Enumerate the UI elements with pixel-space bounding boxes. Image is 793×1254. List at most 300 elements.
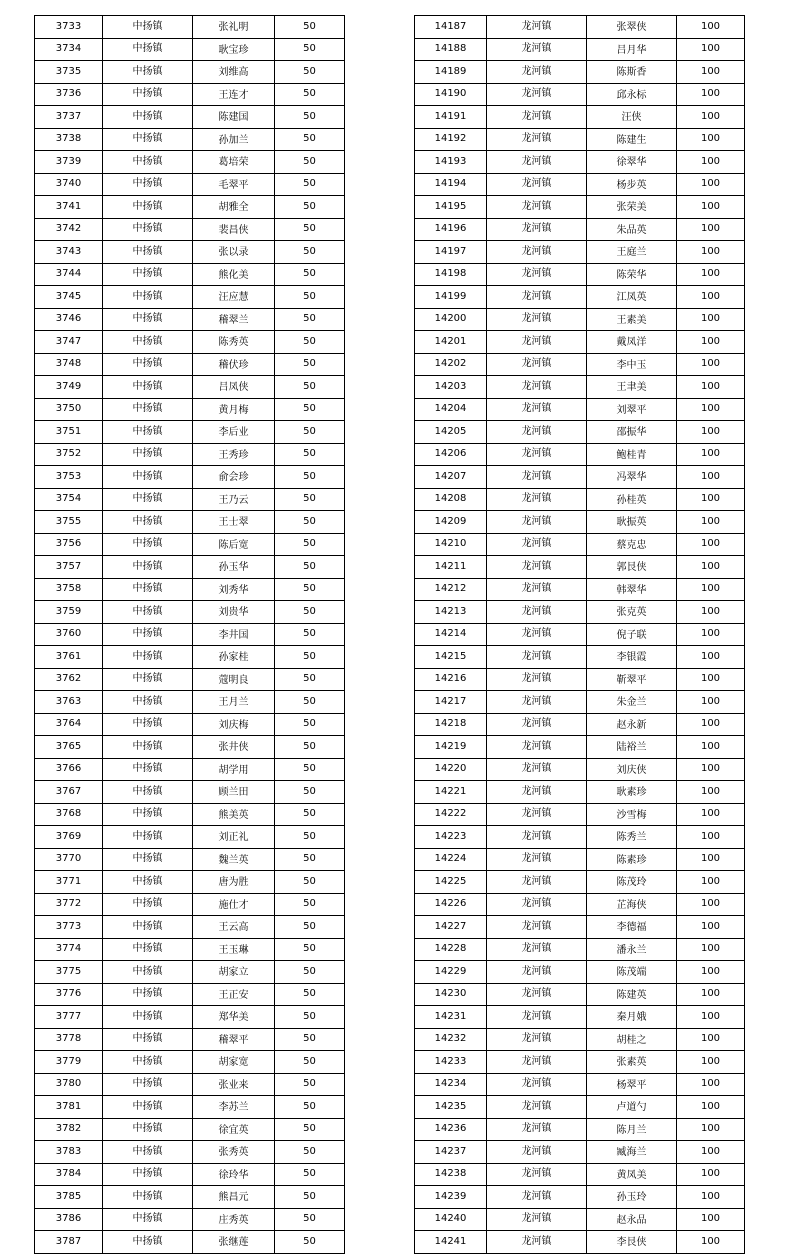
cell-amount: 50 xyxy=(275,623,345,646)
cell-amount: 50 xyxy=(275,308,345,331)
cell-amount: 100 xyxy=(677,308,745,331)
cell-town: 中扬镇 xyxy=(103,646,193,669)
cell-name: 王秀珍 xyxy=(193,443,275,466)
table-row xyxy=(35,286,345,309)
cell-id: 3749 xyxy=(35,376,103,399)
cell-name: 王庭兰 xyxy=(587,241,677,264)
table-row xyxy=(415,466,745,489)
table-row xyxy=(35,983,345,1006)
cell-name: 陆裕兰 xyxy=(587,736,677,759)
table-row xyxy=(415,691,745,714)
cell-name: 张继莲 xyxy=(193,1231,275,1254)
table-row xyxy=(415,128,745,151)
cell-town: 中扬镇 xyxy=(103,826,193,849)
cell-id: 14234 xyxy=(415,1073,487,1096)
cell-town: 龙河镇 xyxy=(487,241,587,264)
table-row xyxy=(415,308,745,331)
cell-id: 14215 xyxy=(415,646,487,669)
table-row xyxy=(415,353,745,376)
cell-id: 14237 xyxy=(415,1141,487,1164)
cell-town: 中扬镇 xyxy=(103,218,193,241)
cell-amount: 100 xyxy=(677,668,745,691)
cell-name: 孙玉华 xyxy=(193,556,275,579)
cell-amount: 100 xyxy=(677,758,745,781)
cell-name: 陈建生 xyxy=(587,128,677,151)
cell-id: 3759 xyxy=(35,601,103,624)
table-row xyxy=(35,713,345,736)
cell-name: 王正安 xyxy=(193,983,275,1006)
cell-town: 中扬镇 xyxy=(103,263,193,286)
table-row xyxy=(415,488,745,511)
cell-id: 14231 xyxy=(415,1006,487,1029)
cell-id: 14218 xyxy=(415,713,487,736)
cell-amount: 50 xyxy=(275,983,345,1006)
cell-amount: 100 xyxy=(677,556,745,579)
table-row xyxy=(415,916,745,939)
cell-amount: 50 xyxy=(275,668,345,691)
cell-id: 3779 xyxy=(35,1051,103,1074)
cell-name: 唐为胜 xyxy=(193,871,275,894)
cell-name: 裴昌侠 xyxy=(193,218,275,241)
table-row xyxy=(35,646,345,669)
cell-town: 中扬镇 xyxy=(103,713,193,736)
table-row xyxy=(35,938,345,961)
cell-amount: 100 xyxy=(677,1186,745,1209)
cell-name: 刘秀华 xyxy=(193,578,275,601)
table-row xyxy=(35,1073,345,1096)
table-row xyxy=(35,826,345,849)
cell-amount: 100 xyxy=(677,16,745,39)
cell-town: 中扬镇 xyxy=(103,38,193,61)
cell-name: 张井侠 xyxy=(193,736,275,759)
cell-amount: 50 xyxy=(275,938,345,961)
table-row xyxy=(35,736,345,759)
cell-id: 3760 xyxy=(35,623,103,646)
cell-town: 中扬镇 xyxy=(103,421,193,444)
table-row xyxy=(415,1186,745,1209)
cell-town: 龙河镇 xyxy=(487,1096,587,1119)
table-row xyxy=(35,61,345,84)
cell-name: 郑华美 xyxy=(193,1006,275,1029)
cell-id: 3769 xyxy=(35,826,103,849)
cell-amount: 100 xyxy=(677,1096,745,1119)
cell-name: 王士翠 xyxy=(193,511,275,534)
cell-amount: 100 xyxy=(677,1028,745,1051)
table-row xyxy=(35,1028,345,1051)
cell-town: 龙河镇 xyxy=(487,511,587,534)
table-row xyxy=(415,826,745,849)
table-row xyxy=(35,556,345,579)
cell-town: 中扬镇 xyxy=(103,1231,193,1254)
cell-town: 龙河镇 xyxy=(487,196,587,219)
cell-name: 杨翠平 xyxy=(587,1073,677,1096)
table-row xyxy=(35,173,345,196)
cell-name: 汪侠 xyxy=(587,106,677,129)
table-row xyxy=(415,781,745,804)
cell-id: 14228 xyxy=(415,938,487,961)
cell-town: 中扬镇 xyxy=(103,556,193,579)
cell-name: 李德福 xyxy=(587,916,677,939)
cell-town: 中扬镇 xyxy=(103,668,193,691)
cell-amount: 50 xyxy=(275,871,345,894)
cell-name: 刘翠平 xyxy=(587,398,677,421)
cell-id: 14199 xyxy=(415,286,487,309)
cell-name: 葛培荣 xyxy=(193,151,275,174)
cell-name: 李艮侠 xyxy=(587,1231,677,1254)
cell-name: 张以录 xyxy=(193,241,275,264)
cell-id: 3785 xyxy=(35,1186,103,1209)
cell-id: 3763 xyxy=(35,691,103,714)
table-row xyxy=(35,106,345,129)
cell-town: 龙河镇 xyxy=(487,871,587,894)
cell-town: 龙河镇 xyxy=(487,916,587,939)
cell-name: 孙家桂 xyxy=(193,646,275,669)
cell-name: 沙雪梅 xyxy=(587,803,677,826)
cell-name: 郭艮侠 xyxy=(587,556,677,579)
cell-town: 龙河镇 xyxy=(487,106,587,129)
cell-amount: 50 xyxy=(275,533,345,556)
cell-name: 陈茂玲 xyxy=(587,871,677,894)
table-row xyxy=(415,736,745,759)
cell-town: 中扬镇 xyxy=(103,353,193,376)
cell-town: 中扬镇 xyxy=(103,286,193,309)
cell-name: 邵振华 xyxy=(587,421,677,444)
cell-name: 陈月兰 xyxy=(587,1118,677,1141)
cell-name: 张克英 xyxy=(587,601,677,624)
cell-name: 陈荣华 xyxy=(587,263,677,286)
table-row xyxy=(415,803,745,826)
cell-town: 中扬镇 xyxy=(103,893,193,916)
table-row xyxy=(35,353,345,376)
cell-name: 李中玉 xyxy=(587,353,677,376)
cell-id: 14207 xyxy=(415,466,487,489)
cell-name: 杨步英 xyxy=(587,173,677,196)
cell-town: 中扬镇 xyxy=(103,871,193,894)
cell-amount: 100 xyxy=(677,331,745,354)
cell-town: 龙河镇 xyxy=(487,826,587,849)
cell-town: 龙河镇 xyxy=(487,533,587,556)
cell-id: 14229 xyxy=(415,961,487,984)
table-row xyxy=(415,556,745,579)
cell-name: 熊美英 xyxy=(193,803,275,826)
cell-amount: 50 xyxy=(275,1096,345,1119)
cell-amount: 50 xyxy=(275,83,345,106)
cell-town: 龙河镇 xyxy=(487,601,587,624)
cell-id: 14191 xyxy=(415,106,487,129)
cell-id: 3776 xyxy=(35,983,103,1006)
table-row xyxy=(35,421,345,444)
cell-amount: 100 xyxy=(677,218,745,241)
cell-name: 顾兰田 xyxy=(193,781,275,804)
cell-id: 3754 xyxy=(35,488,103,511)
cell-name: 王连才 xyxy=(193,83,275,106)
cell-amount: 50 xyxy=(275,38,345,61)
cell-amount: 50 xyxy=(275,1141,345,1164)
cell-town: 中扬镇 xyxy=(103,1208,193,1231)
cell-id: 14205 xyxy=(415,421,487,444)
cell-id: 3784 xyxy=(35,1163,103,1186)
cell-town: 龙河镇 xyxy=(487,1163,587,1186)
cell-name: 韩翠华 xyxy=(587,578,677,601)
cell-name: 稽翠兰 xyxy=(193,308,275,331)
cell-amount: 50 xyxy=(275,331,345,354)
cell-name: 蔡克忠 xyxy=(587,533,677,556)
cell-amount: 50 xyxy=(275,1231,345,1254)
cell-town: 中扬镇 xyxy=(103,1028,193,1051)
cell-id: 14209 xyxy=(415,511,487,534)
cell-town: 龙河镇 xyxy=(487,961,587,984)
cell-town: 龙河镇 xyxy=(487,421,587,444)
cell-name: 王素美 xyxy=(587,308,677,331)
cell-id: 14201 xyxy=(415,331,487,354)
cell-town: 龙河镇 xyxy=(487,781,587,804)
cell-amount: 50 xyxy=(275,398,345,421)
cell-name: 陈建国 xyxy=(193,106,275,129)
cell-name: 张秀英 xyxy=(193,1141,275,1164)
cell-id: 3762 xyxy=(35,668,103,691)
cell-amount: 50 xyxy=(275,286,345,309)
cell-amount: 100 xyxy=(677,353,745,376)
cell-town: 中扬镇 xyxy=(103,308,193,331)
cell-amount: 50 xyxy=(275,218,345,241)
cell-town: 中扬镇 xyxy=(103,803,193,826)
cell-name: 耿素珍 xyxy=(587,781,677,804)
cell-amount: 100 xyxy=(677,1141,745,1164)
cell-amount: 100 xyxy=(677,128,745,151)
cell-id: 3735 xyxy=(35,61,103,84)
cell-town: 中扬镇 xyxy=(103,848,193,871)
cell-id: 3745 xyxy=(35,286,103,309)
cell-name: 魏兰英 xyxy=(193,848,275,871)
cell-name: 熊化美 xyxy=(193,263,275,286)
cell-town: 中扬镇 xyxy=(103,1141,193,1164)
cell-id: 14221 xyxy=(415,781,487,804)
table-row xyxy=(35,83,345,106)
cell-town: 中扬镇 xyxy=(103,331,193,354)
cell-town: 龙河镇 xyxy=(487,668,587,691)
right-roster-table xyxy=(414,15,745,1254)
cell-town: 中扬镇 xyxy=(103,1096,193,1119)
cell-id: 3772 xyxy=(35,893,103,916)
cell-id: 3781 xyxy=(35,1096,103,1119)
cell-amount: 100 xyxy=(677,1208,745,1231)
cell-name: 胡家立 xyxy=(193,961,275,984)
table-row xyxy=(35,871,345,894)
cell-id: 14219 xyxy=(415,736,487,759)
cell-id: 14216 xyxy=(415,668,487,691)
cell-id: 14192 xyxy=(415,128,487,151)
cell-id: 3744 xyxy=(35,263,103,286)
cell-name: 刘庆侠 xyxy=(587,758,677,781)
cell-town: 中扬镇 xyxy=(103,241,193,264)
cell-name: 李井国 xyxy=(193,623,275,646)
cell-town: 龙河镇 xyxy=(487,398,587,421)
cell-town: 中扬镇 xyxy=(103,691,193,714)
cell-town: 龙河镇 xyxy=(487,736,587,759)
cell-amount: 100 xyxy=(677,623,745,646)
cell-name: 胡雅全 xyxy=(193,196,275,219)
cell-id: 3774 xyxy=(35,938,103,961)
cell-amount: 100 xyxy=(677,1231,745,1254)
cell-name: 芷海侠 xyxy=(587,893,677,916)
cell-amount: 100 xyxy=(677,83,745,106)
table-row xyxy=(35,1186,345,1209)
cell-name: 胡家宽 xyxy=(193,1051,275,1074)
cell-name: 冯翠华 xyxy=(587,466,677,489)
cell-town: 龙河镇 xyxy=(487,1186,587,1209)
cell-town: 龙河镇 xyxy=(487,173,587,196)
cell-id: 14193 xyxy=(415,151,487,174)
cell-town: 中扬镇 xyxy=(103,1073,193,1096)
cell-amount: 100 xyxy=(677,173,745,196)
cell-id: 3753 xyxy=(35,466,103,489)
cell-amount: 50 xyxy=(275,848,345,871)
cell-amount: 50 xyxy=(275,263,345,286)
cell-amount: 100 xyxy=(677,736,745,759)
cell-amount: 50 xyxy=(275,1208,345,1231)
cell-name: 稽翠平 xyxy=(193,1028,275,1051)
cell-amount: 100 xyxy=(677,578,745,601)
cell-town: 中扬镇 xyxy=(103,376,193,399)
table-row xyxy=(415,713,745,736)
cell-amount: 100 xyxy=(677,151,745,174)
cell-name: 陈素珍 xyxy=(587,848,677,871)
table-row xyxy=(415,106,745,129)
cell-id: 3783 xyxy=(35,1141,103,1164)
cell-id: 14198 xyxy=(415,263,487,286)
cell-amount: 50 xyxy=(275,961,345,984)
cell-amount: 50 xyxy=(275,173,345,196)
cell-name: 孙玉玲 xyxy=(587,1186,677,1209)
cell-id: 3746 xyxy=(35,308,103,331)
cell-amount: 50 xyxy=(275,196,345,219)
cell-id: 3747 xyxy=(35,331,103,354)
cell-amount: 50 xyxy=(275,1186,345,1209)
cell-amount: 50 xyxy=(275,128,345,151)
cell-id: 14187 xyxy=(415,16,487,39)
table-row xyxy=(415,16,745,39)
cell-name: 王云高 xyxy=(193,916,275,939)
cell-amount: 50 xyxy=(275,151,345,174)
table-row xyxy=(35,691,345,714)
table-row xyxy=(35,623,345,646)
cell-name: 李银霞 xyxy=(587,646,677,669)
cell-amount: 50 xyxy=(275,61,345,84)
table-row xyxy=(415,623,745,646)
table-row xyxy=(35,466,345,489)
cell-amount: 50 xyxy=(275,736,345,759)
table-row xyxy=(415,938,745,961)
cell-id: 3782 xyxy=(35,1118,103,1141)
cell-town: 中扬镇 xyxy=(103,601,193,624)
cell-amount: 100 xyxy=(677,893,745,916)
table-row xyxy=(35,1118,345,1141)
table-row xyxy=(35,263,345,286)
cell-town: 龙河镇 xyxy=(487,691,587,714)
cell-id: 14214 xyxy=(415,623,487,646)
cell-town: 中扬镇 xyxy=(103,61,193,84)
table-row xyxy=(35,443,345,466)
cell-name: 张素英 xyxy=(587,1051,677,1074)
cell-name: 孙加兰 xyxy=(193,128,275,151)
table-row xyxy=(415,533,745,556)
cell-id: 14194 xyxy=(415,173,487,196)
cell-amount: 50 xyxy=(275,916,345,939)
cell-id: 14225 xyxy=(415,871,487,894)
cell-id: 14189 xyxy=(415,61,487,84)
cell-amount: 100 xyxy=(677,848,745,871)
cell-id: 3755 xyxy=(35,511,103,534)
cell-id: 3742 xyxy=(35,218,103,241)
cell-id: 14239 xyxy=(415,1186,487,1209)
cell-amount: 100 xyxy=(677,983,745,1006)
cell-name: 汪应慧 xyxy=(193,286,275,309)
cell-id: 14188 xyxy=(415,38,487,61)
cell-town: 中扬镇 xyxy=(103,736,193,759)
cell-amount: 100 xyxy=(677,398,745,421)
cell-name: 朱金兰 xyxy=(587,691,677,714)
cell-town: 龙河镇 xyxy=(487,1006,587,1029)
cell-id: 14197 xyxy=(415,241,487,264)
cell-amount: 100 xyxy=(677,938,745,961)
cell-id: 3736 xyxy=(35,83,103,106)
cell-town: 中扬镇 xyxy=(103,1186,193,1209)
table-row xyxy=(415,173,745,196)
cell-name: 黄月梅 xyxy=(193,398,275,421)
cell-id: 3750 xyxy=(35,398,103,421)
table-row xyxy=(35,151,345,174)
cell-amount: 100 xyxy=(677,38,745,61)
table-row xyxy=(415,398,745,421)
cell-amount: 100 xyxy=(677,961,745,984)
cell-id: 3787 xyxy=(35,1231,103,1254)
cell-id: 14190 xyxy=(415,83,487,106)
table-row xyxy=(35,1096,345,1119)
cell-id: 3770 xyxy=(35,848,103,871)
cell-amount: 100 xyxy=(677,488,745,511)
cell-amount: 100 xyxy=(677,263,745,286)
cell-amount: 50 xyxy=(275,646,345,669)
cell-name: 耿振英 xyxy=(587,511,677,534)
cell-id: 3737 xyxy=(35,106,103,129)
cell-town: 龙河镇 xyxy=(487,466,587,489)
cell-id: 14217 xyxy=(415,691,487,714)
table-row xyxy=(35,893,345,916)
table-row xyxy=(35,1231,345,1254)
cell-town: 龙河镇 xyxy=(487,1231,587,1254)
cell-id: 14202 xyxy=(415,353,487,376)
cell-town: 龙河镇 xyxy=(487,218,587,241)
table-row xyxy=(35,1141,345,1164)
cell-name: 王聿美 xyxy=(587,376,677,399)
cell-town: 龙河镇 xyxy=(487,1073,587,1096)
table-row xyxy=(415,646,745,669)
cell-id: 3768 xyxy=(35,803,103,826)
cell-name: 卢道勺 xyxy=(587,1096,677,1119)
table-row xyxy=(415,1141,745,1164)
table-row xyxy=(415,38,745,61)
cell-name: 吕月华 xyxy=(587,38,677,61)
cell-name: 朱品英 xyxy=(587,218,677,241)
cell-id: 14236 xyxy=(415,1118,487,1141)
cell-town: 中扬镇 xyxy=(103,196,193,219)
cell-id: 3734 xyxy=(35,38,103,61)
cell-amount: 100 xyxy=(677,106,745,129)
cell-amount: 50 xyxy=(275,241,345,264)
cell-id: 3741 xyxy=(35,196,103,219)
left-roster-table xyxy=(34,15,345,1254)
cell-id: 3766 xyxy=(35,758,103,781)
